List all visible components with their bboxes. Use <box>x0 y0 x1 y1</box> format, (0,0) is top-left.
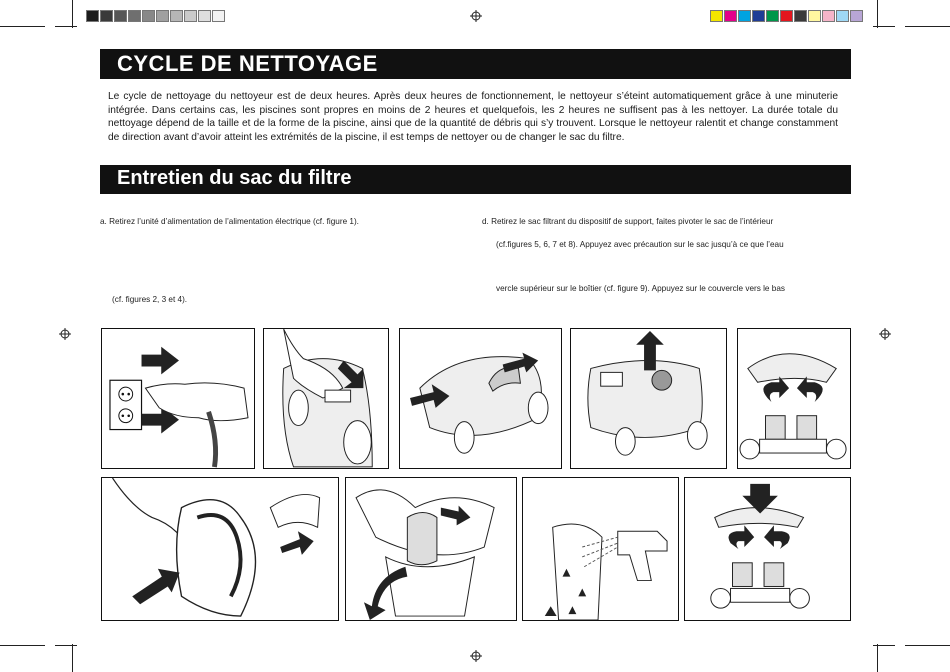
color-swatch <box>794 10 807 22</box>
step-d-line-1: d. Retirez le sac filtrant du dispositif de support, faites pivoter le sac de l’intérieur <box>482 217 774 226</box>
gray-swatch <box>198 10 211 22</box>
figure-6-turn-bag-inside-out <box>101 477 339 621</box>
color-swatch <box>752 10 765 22</box>
color-swatch <box>822 10 835 22</box>
gray-swatch <box>86 10 99 22</box>
crop-mark <box>0 645 45 646</box>
crop-mark <box>873 26 895 27</box>
cleaning-cycle-paragraph: Le cycle de nettoyage du nettoyeur est de deux heures. Après deux heures de fonctionnement, le nettoyeur s’éteint automatiquement grâce à une minuterie intégrée. Dans certains cas, les piscines sont propres en moins de 2 heures et quelquefois, les 2 heures ne suffisent pas à les nettoyer. La durée totale du nettoyage dépend de la taille et de la forme de la piscine, ainsi que de la quantité de débris qui s’y trouvent. Lorsque le nettoyeur ralentit et change constamment de direction avant d’avoir atteint les extrémités de la piscine, il est temps de nettoyer ou de changer le sac du filtre. <box>108 91 838 143</box>
step-a-text: a. Retirez l’unité d’alimentation de l’alimentation électrique (cf. figure 1). <box>100 217 359 226</box>
crop-mark <box>905 26 950 27</box>
color-swatch <box>836 10 849 22</box>
color-swatch <box>738 10 751 22</box>
figure-8-rinse-bag <box>522 477 679 621</box>
gray-swatch <box>128 10 141 22</box>
gray-swatch <box>212 10 225 22</box>
gray-swatch <box>142 10 155 22</box>
registration-mark-icon <box>879 328 891 340</box>
color-swatch <box>766 10 779 22</box>
figure-5-remove-bag <box>737 328 851 469</box>
crop-mark <box>877 644 878 672</box>
color-swatch <box>710 10 723 22</box>
color-swatch <box>724 10 737 22</box>
gray-swatch <box>114 10 127 22</box>
figure-1-unplug <box>101 328 255 469</box>
crop-mark <box>55 26 77 27</box>
figure-4-lift-cover <box>570 328 727 469</box>
color-swatch <box>808 10 821 22</box>
gray-swatch <box>156 10 169 22</box>
gray-swatch <box>170 10 183 22</box>
section-title: Entretien du sac du filtre <box>117 167 352 189</box>
color-swatch <box>850 10 863 22</box>
figure-9-replace-cover <box>684 477 851 621</box>
registration-mark-icon <box>59 328 71 340</box>
gray-swatch <box>184 10 197 22</box>
section-banner-cleaning-cycle <box>100 49 851 79</box>
crop-mark <box>55 645 77 646</box>
step-d-line-3: vercle supérieur sur le boîtier (cf. figure 9). Appuyez sur le couvercle vers le bas <box>496 284 785 293</box>
crop-mark <box>873 645 895 646</box>
section-banner-filter-bag <box>100 165 851 194</box>
color-swatch <box>780 10 793 22</box>
registration-mark-icon <box>470 10 482 22</box>
section-title: CYCLE DE NETTOYAGE <box>117 51 378 76</box>
figure-2-lift-handle <box>263 328 389 469</box>
figure-7-pull-bag <box>345 477 517 621</box>
step-d-line-2: (cf.figures 5, 6, 7 et 8). Appuyez avec précaution sur le sac jusqu’à ce que l’eau <box>496 240 784 249</box>
step-b-fragment: (cf. figures 2, 3 et 4). <box>112 295 188 304</box>
crop-mark <box>877 0 878 28</box>
crop-mark <box>0 26 45 27</box>
gray-swatch <box>100 10 113 22</box>
crop-mark <box>72 644 73 672</box>
crop-mark <box>72 0 73 28</box>
crop-mark <box>905 645 950 646</box>
registration-mark-icon <box>470 650 482 662</box>
figure-3-open-cover <box>399 328 562 469</box>
